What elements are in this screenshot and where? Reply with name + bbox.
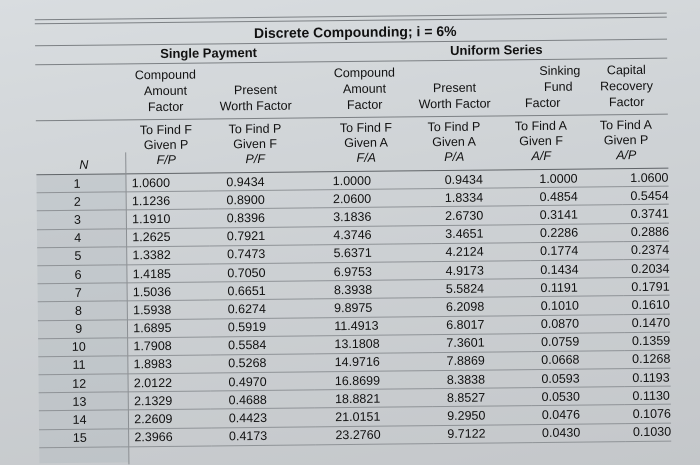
col-present-worth-pa-header: Present Worth Factor	[418, 80, 491, 112]
af-cell: 0.0530	[532, 387, 625, 406]
fp-cell: 1.0600	[118, 173, 209, 192]
ap-cell: 0.2886	[623, 223, 669, 242]
n-cell: 9	[38, 319, 119, 338]
fa-cell: 16.8699	[315, 371, 433, 390]
ap-cell: 0.1268	[624, 350, 670, 369]
n-cell: 7	[38, 283, 119, 302]
af-cell: 0.1434	[530, 260, 623, 279]
af-cell: 0.1010	[531, 296, 624, 315]
pf-cell: 0.8900	[208, 190, 313, 209]
ap-cell: 0.1610	[623, 295, 669, 314]
fa-cell: 13.1808	[314, 334, 432, 353]
fa-cell: 2.0600	[313, 189, 431, 208]
pa-cell: 6.8017	[432, 315, 531, 334]
single-payment-group: Single Payment	[160, 44, 258, 61]
af-cell: 0.3141	[530, 205, 623, 224]
pf-cell: 0.6274	[210, 299, 315, 318]
n-cell: 14	[39, 410, 120, 429]
uniform-series-group: Uniform Series	[450, 41, 543, 58]
ap-cell: 0.2034	[623, 259, 669, 278]
n-cell: 6	[37, 265, 118, 284]
pa-cell: 2.6730	[431, 206, 530, 225]
fp-cell: 1.6895	[119, 318, 210, 337]
ap-cell: 0.1359	[624, 332, 670, 351]
pf-cell: 0.7921	[209, 226, 314, 245]
fp-cell: 1.2625	[118, 228, 209, 247]
col-capital-recovery-header: Capital Recovery Factor	[600, 62, 653, 110]
af-cell: 0.0668	[531, 351, 624, 370]
pf-cell: 0.5268	[210, 354, 315, 373]
col-pa-lookup: To Find P Given A P/A	[427, 119, 481, 165]
pf-cell: 0.4423	[211, 408, 316, 427]
fa-cell: 1.0000	[313, 171, 431, 190]
fa-cell: 6.9753	[314, 262, 432, 281]
pa-cell: 1.8334	[431, 188, 530, 207]
pa-cell: 8.8527	[433, 388, 532, 407]
n-cell: 11	[38, 356, 119, 375]
col-sinking-fund-header: Sinking Fund Factor	[524, 63, 581, 111]
pf-cell: 0.4688	[211, 390, 316, 409]
pa-cell: 5.5824	[432, 279, 531, 298]
ap-cell: 0.5454	[622, 186, 668, 205]
fp-cell: 2.0122	[120, 373, 211, 392]
pf-cell: 0.7050	[209, 263, 314, 282]
pf-cell: 0.4970	[210, 372, 315, 391]
pf-cell: 0.8396	[209, 208, 314, 227]
n-cell: 4	[37, 228, 118, 247]
fa-cell: 5.6371	[313, 243, 431, 262]
ap-cell: 0.1076	[625, 405, 671, 424]
fp-cell: 2.2609	[120, 409, 211, 428]
col-af-lookup: To Find A Given F A/F	[514, 118, 568, 164]
ap-cell: 0.2374	[623, 241, 669, 260]
pa-cell: 4.9173	[432, 261, 531, 280]
pf-cell: 0.7473	[209, 245, 314, 264]
table-title: Discrete Compounding; i = 6%	[253, 22, 457, 41]
af-cell: 0.4854	[529, 187, 622, 206]
col-pf-lookup: To Find P Given F P/F	[228, 121, 282, 167]
fp-cell: 1.1236	[118, 191, 209, 210]
pa-cell: 7.8869	[432, 351, 531, 370]
col-fa-lookup: To Find F Given A F/A	[339, 120, 393, 165]
n-header: N	[79, 157, 89, 172]
ap-cell: 0.1130	[624, 386, 670, 405]
af-cell: 0.0430	[532, 423, 625, 442]
fp-cell: 1.1910	[118, 209, 209, 228]
ap-cell: 1.0600	[622, 169, 668, 187]
fp-cell: 1.7908	[119, 337, 210, 356]
fa-cell: 8.3938	[314, 280, 432, 299]
pa-cell: 6.2098	[432, 297, 531, 316]
col-present-worth-pf-header: Present Worth Factor	[219, 82, 292, 114]
pf-cell: 0.9434	[208, 172, 313, 191]
af-cell: 0.0870	[531, 314, 624, 333]
fa-cell: 9.8975	[314, 298, 432, 317]
ap-cell: 0.1193	[624, 368, 670, 387]
af-cell: 1.0000	[529, 169, 622, 188]
n-cell: 8	[38, 301, 119, 320]
pa-cell: 9.2950	[433, 406, 532, 425]
factor-table	[36, 169, 671, 448]
fp-cell: 1.8983	[120, 355, 211, 374]
pa-cell: 7.3601	[432, 333, 531, 352]
fp-cell: 2.3966	[120, 428, 211, 447]
n-cell: 3	[37, 210, 118, 229]
af-cell: 0.2286	[530, 223, 623, 242]
n-cell: 1	[36, 174, 117, 193]
fa-cell: 14.9716	[315, 353, 433, 372]
pa-cell: 0.9434	[431, 170, 530, 189]
af-cell: 0.1774	[530, 241, 623, 260]
n-cell: 10	[38, 338, 119, 357]
n-cell: 2	[37, 192, 118, 211]
fp-cell: 1.4185	[119, 264, 210, 283]
pa-cell: 3.4651	[431, 224, 530, 243]
pa-cell: 8.3838	[433, 370, 532, 389]
fp-cell: 1.3382	[118, 246, 209, 265]
pf-cell: 0.6651	[209, 281, 314, 300]
ap-cell: 0.1791	[623, 277, 669, 296]
ap-cell: 0.1030	[625, 423, 671, 442]
fa-cell: 11.4913	[314, 316, 432, 335]
fa-cell: 3.1836	[313, 207, 431, 226]
pf-cell: 0.4173	[211, 426, 316, 445]
col-fp-lookup: To Find F Given P F/P	[139, 122, 193, 168]
n-cell: 12	[38, 374, 119, 393]
af-cell: 0.1191	[530, 278, 623, 297]
pf-cell: 0.5919	[210, 317, 315, 336]
fp-cell: 2.1329	[120, 391, 211, 410]
col-compound-amount-fa-header: Compound Amount Factor	[333, 65, 396, 113]
ap-cell: 0.1470	[624, 314, 670, 333]
n-cell: 15	[39, 429, 120, 448]
fa-cell: 18.8821	[315, 389, 433, 408]
n-cell: 5	[37, 247, 118, 266]
pa-cell: 9.7122	[433, 424, 532, 443]
ap-cell: 0.3741	[623, 205, 669, 224]
pa-cell: 4.2124	[431, 242, 530, 261]
pf-cell: 0.5584	[210, 336, 315, 355]
n-cell: 13	[39, 392, 120, 411]
af-cell: 0.0759	[531, 332, 624, 351]
af-cell: 0.0476	[532, 405, 625, 424]
col-compound-amount-fp-header: Compound Amount Factor	[134, 67, 197, 115]
af-cell: 0.0593	[531, 369, 624, 388]
fa-cell: 4.3746	[313, 225, 431, 244]
fa-cell: 21.0151	[315, 407, 433, 426]
fa-cell: 23.2760	[315, 425, 433, 444]
col-ap-lookup: To Find A Given P A/P	[599, 117, 653, 163]
fp-cell: 1.5036	[119, 282, 210, 301]
fp-cell: 1.5938	[119, 300, 210, 319]
